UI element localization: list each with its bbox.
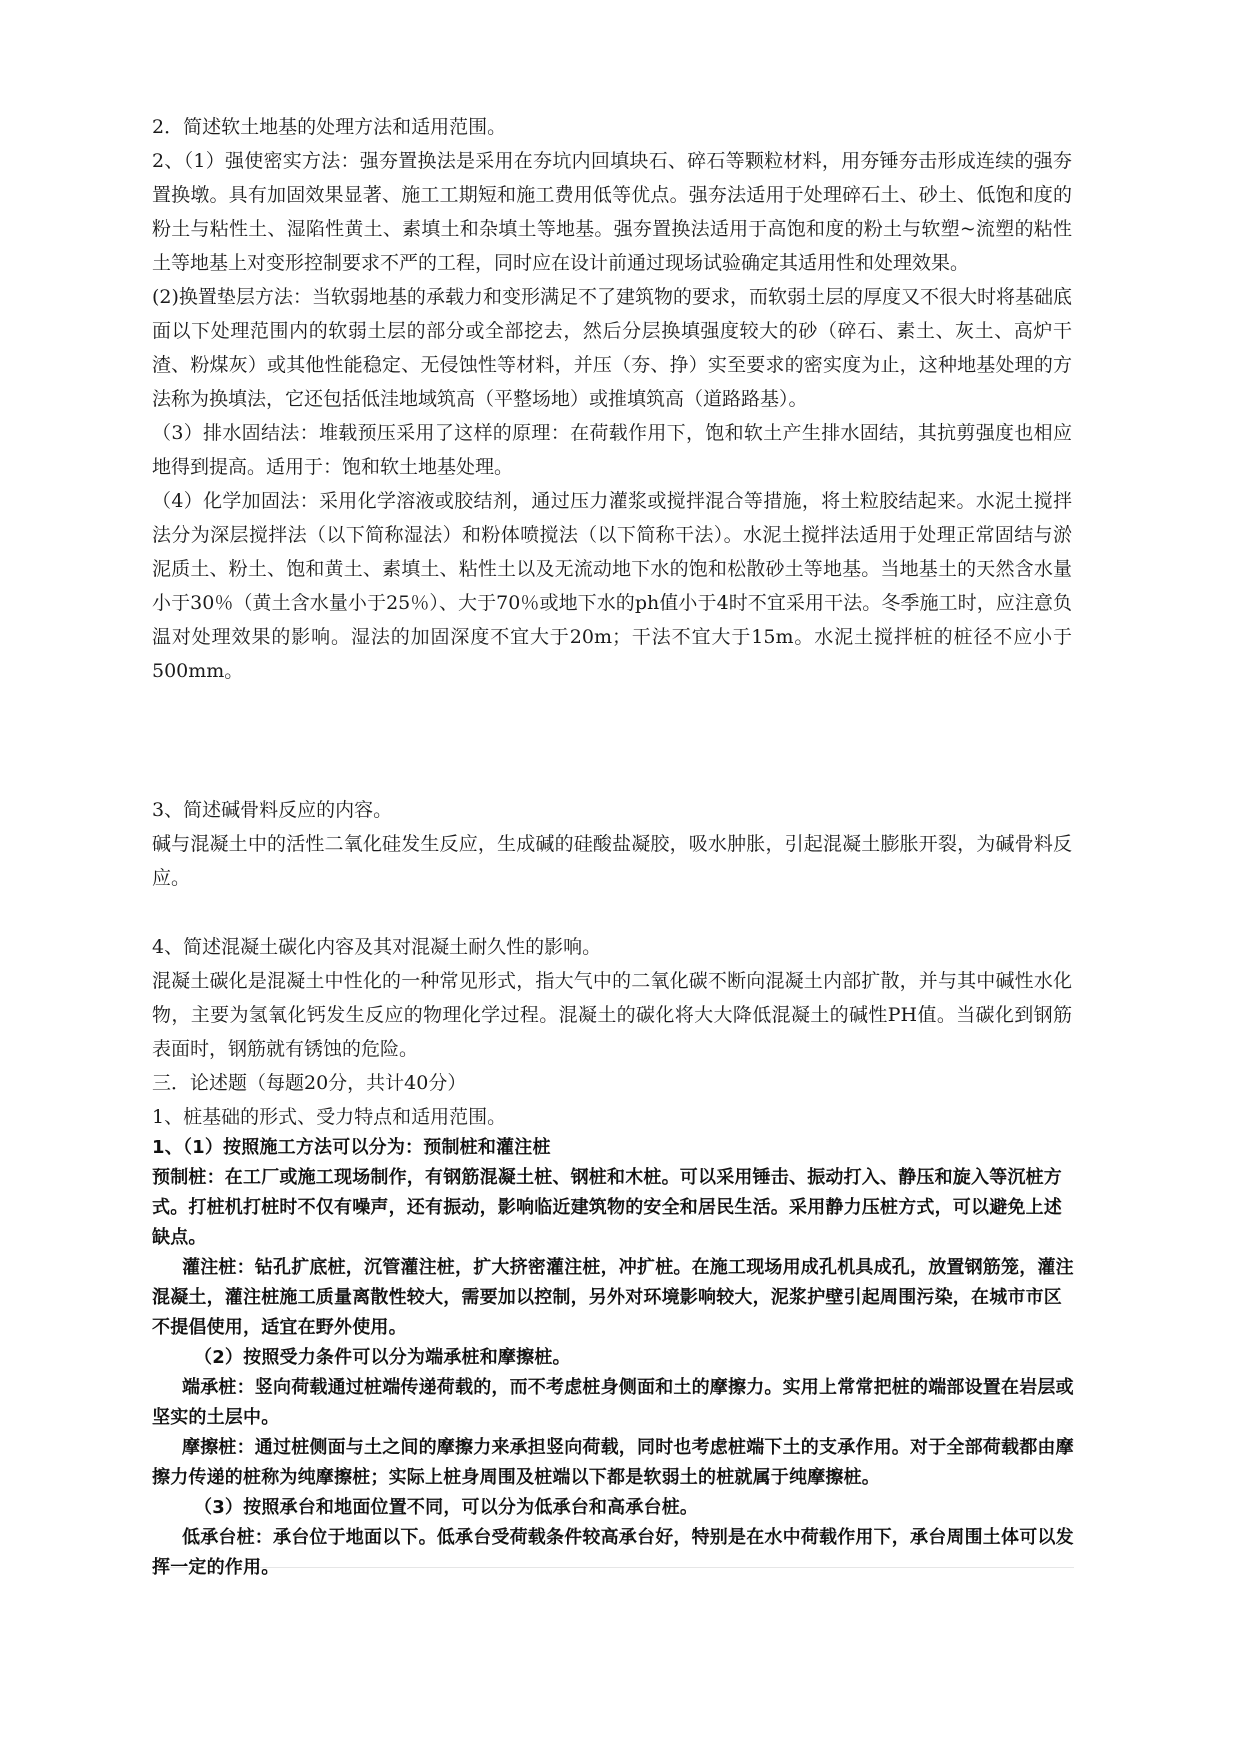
question-3-heading: 3、简述碱骨料反应的内容。: [152, 799, 393, 821]
scan-friction-pile: 摩擦桩：通过桩侧面与土之间的摩擦力来承担竖向荷载，同时也考虑桩端下土的支承作用。对于全部荷载都由摩擦力传递的桩称为纯摩擦桩；实际上桩身周围及桩端以下都是软弱土的桩就属于纯摩擦桩。: [152, 1437, 1074, 1488]
scan-line-classification-1: 1、（1）按照施工方法可以分为：预制桩和灌注桩: [152, 1137, 551, 1158]
scan-precast-pile: 预制桩：在工厂或施工现场制作，有钢筋混凝土桩、钢桩和木桩。可以采用锤击、振动打入、静压和旋入等沉桩方式。打桩机打桩时不仅有噪声，还有振动，影响临近建筑物的安全和居民生活。采用静力压桩方式，可以避免上述缺点。: [152, 1167, 1062, 1248]
answer-3-paragraph: 碱与混凝土中的活性二氧化硅发生反应，生成碱的硅酸盐凝胶，吸水肿胀，引起混凝土膨胀开裂，为碱骨料反应。: [152, 833, 1072, 889]
answer-4-paragraph: 混凝土碳化是混凝土中性化的一种常见形式，指大气中的二氧化碳不断向混凝土内部扩散，并与其中碱性水化物，主要为氢氧化钙发生反应的物理化学过程。混凝土的碳化将大大降低混凝土的碱性PH值。当碳化到钢筋表面时，钢筋就有锈蚀的危险。: [152, 970, 1072, 1060]
section-2: [152, 110, 1072, 688]
answer-2-paragraph-4: （4）化学加固法：采用化学溶液或胶结剂，通过压力灌浆或搅拌混合等措施，将土粒胶结起来。水泥土搅拌法分为深层搅拌法（以下简称湿法）和粉体喷搅法（以下简称干法）。水泥土搅拌法适用于处理正常固结与淤泥质土、粉土、饱和黄土、素填土、粘性土以及无流动地下水的饱和松散砂土等地基。当地基土的天然含水量小于30％（黄土含水量小于25％）、大于70％或地下水的ph值小于4时不宜采用干法。冬季施工时，应注意负温对处理效果的影响。湿法的加固深度不宜大于20m；干法不宜大于15m。水泥土搅拌桩的桩径不应小于500mm。: [152, 490, 1072, 682]
scan-end-bearing-pile: 端承桩：竖向荷载通过桩端传递荷载的，而不考虑桩身侧面和土的摩擦力。实用上常常把桩的端部设置在岩层或坚实的土层中。: [152, 1377, 1074, 1428]
answer-2-paragraph-2: (2)换置垫层方法：当软弱地基的承载力和变形满足不了建筑物的要求，而软弱土层的厚度又不很大时将基础底面以下处理范围内的软弱土层的部分或全部挖去，然后分层换填强度较大的砂（碎石、素土、灰土、高炉干渣、粉煤灰）或其他性能稳定、无侵蚀性等材料，并压（夯、挣）实至要求的密实度为止，这种地基处理的方法称为换填法，它还包括低洼地域筑高（平整场地）或推填筑高（道路路基）。: [152, 286, 1072, 410]
scan-low-cap-pile: 低承台桩：承台位于地面以下。低承台受荷载条件较高承台好，特别是在水中荷载作用下，承台周围土体可以发挥一定的作用。: [152, 1527, 1074, 1578]
scan-line-classification-3: （3）按照承台和地面位置不同，可以分为低承台和高承台桩。: [194, 1497, 699, 1518]
answer-2-paragraph-3: （3）排水固结法：堆载预压采用了这样的原理：在荷载作用下，饱和软土产生排水固结，其抗剪强度也相应地得到提高。适用于：饱和软土地基处理。: [152, 422, 1072, 478]
section-4: [152, 930, 1072, 1134]
section-3: [152, 793, 1072, 895]
essay-question-1: 1、桩基础的形式、受力特点和适用范围。: [152, 1106, 507, 1128]
scan-line-classification-2: （2）按照受力条件可以分为端承桩和摩擦桩。: [194, 1347, 571, 1368]
part-3-heading: 三．论述题（每题20分，共计40分）: [152, 1072, 467, 1094]
answer-2-paragraph-1: 2、（1）强使密实方法：强夯置换法是采用在夯坑内回填块石、碎石等颗粒材料，用夯锤夯击形成连续的强夯置换墩。具有加固效果显著、施工工期短和施工费用低等优点。强夯法适用于处理碎石土、砂土、低饱和度的粉土与粘性土、湿陷性黄土、素填土和杂填土等地基。强夯置换法适用于高饱和度的粉土与软塑~流塑的粘性土等地基上对变形控制要求不严的工程，同时应在设计前通过现场试验确定其适用性和处理效果。: [152, 150, 1072, 274]
scan-cast-in-place-pile: 灌注桩：钻孔扩底桩，沉管灌注桩，扩大挤密灌注桩，冲扩桩。在施工现场用成孔机具成孔，放置钢筋笼，灌注混凝土，灌注桩施工质量离散性较大，需要加以控制，另外对环境影响较大，泥浆护壁引起周围污染，在城市市区不提倡使用，适宜在野外使用。: [152, 1257, 1074, 1338]
scanned-answer-image: [152, 1133, 1074, 1578]
question-4-heading: 4、简述混凝土碳化内容及其对混凝土耐久性的影响。: [152, 936, 602, 958]
question-2-heading: 2．简述软土地基的处理方法和适用范围。: [152, 116, 507, 138]
